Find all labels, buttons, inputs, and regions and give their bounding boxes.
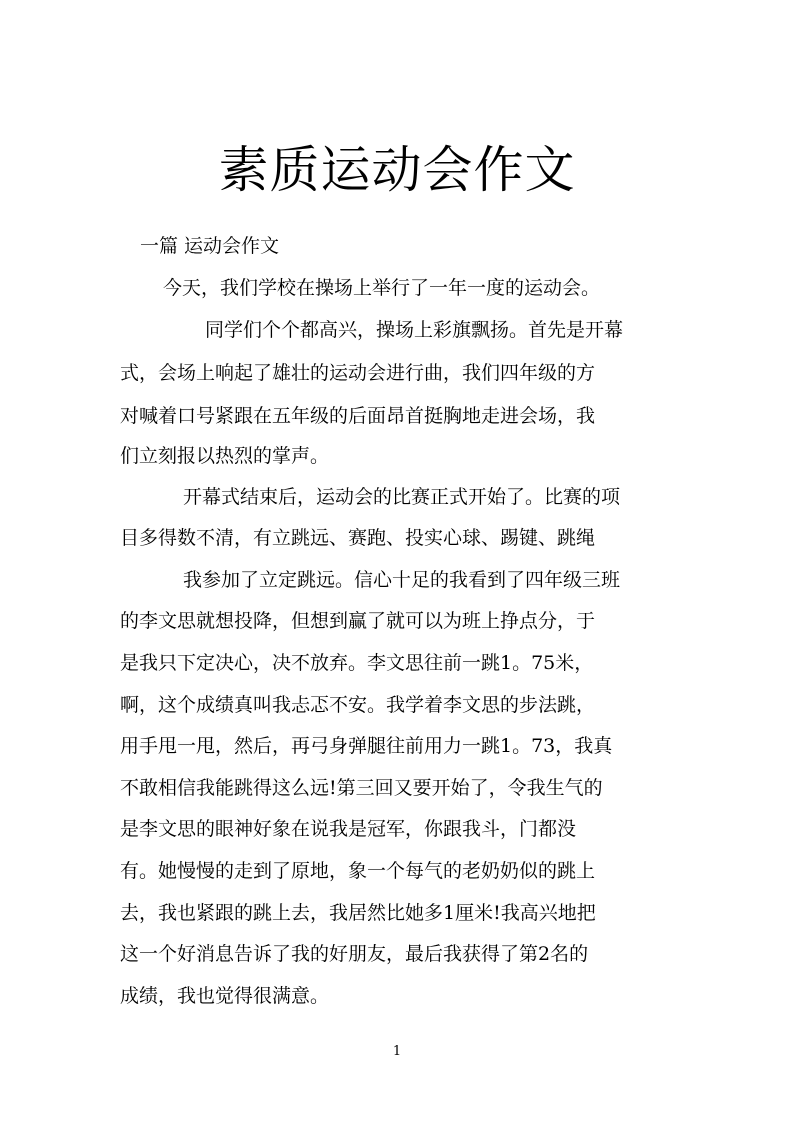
section-heading: 一篇 运动会作文: [140, 235, 280, 257]
paragraph-line: 我参加了立定跳远。信心十足的我看到了四年级三班: [183, 569, 621, 591]
paragraph-line: 不敢相信我能跳得这么远!第三回又要开始了，令我生气的: [120, 777, 603, 799]
page-title: 素质运动会作文: [218, 141, 576, 199]
paragraph-line: 式，会场上响起了雄壮的运动会进行曲，我们四年级的方: [120, 362, 596, 384]
paragraph-line: 是李文思的眼神好象在说我是冠军，你跟我斗，门都没: [120, 818, 577, 840]
paragraph-line: 的李文思就想投降，但想到赢了就可以为班上挣点分，于: [120, 610, 596, 632]
paragraph-line: 啊，这个成绩真叫我忐忑不安。我学着李文思的步法跳，: [120, 694, 596, 716]
paragraph-line: 用手甩一甩，然后，再弓身弹腿往前用力一跳1。73，我真: [120, 735, 613, 757]
paragraph-line: 目多得数不清，有立跳远、赛跑、投实心球、踢键、跳绳: [120, 527, 596, 549]
paragraph-line: 们立刻报以热烈的掌声。: [120, 445, 330, 467]
paragraph-line: 同学们个个都高兴，操场上彩旗飘扬。首先是开幕: [205, 319, 624, 341]
paragraph-line: 对喊着口号紧跟在五年级的后面昂首挺胸地走进会场，我: [120, 405, 596, 427]
paragraph-line: 开幕式结束后，运动会的比赛正式开始了。比赛的项: [183, 486, 621, 508]
paragraph-line: 有。她慢慢的走到了原地，象一个每气的老奶奶似的跳上: [120, 860, 596, 882]
paragraph-line: 这一个好消息告诉了我的好朋友，最后我获得了第2名的: [120, 943, 589, 965]
paragraph-line: 去，我也紧跟的跳上去，我居然比她多1厘米!我高兴地把: [120, 902, 596, 924]
paragraph-line: 成绩，我也觉得很满意。: [120, 985, 330, 1007]
paragraph-line: 是我只下定决心，决不放弃。李文思往前一跳1。75米，: [120, 652, 594, 674]
paragraph-line: 今天，我们学校在操场上举行了一年一度的运动会。: [163, 277, 601, 299]
page-number: 1: [392, 1044, 402, 1059]
